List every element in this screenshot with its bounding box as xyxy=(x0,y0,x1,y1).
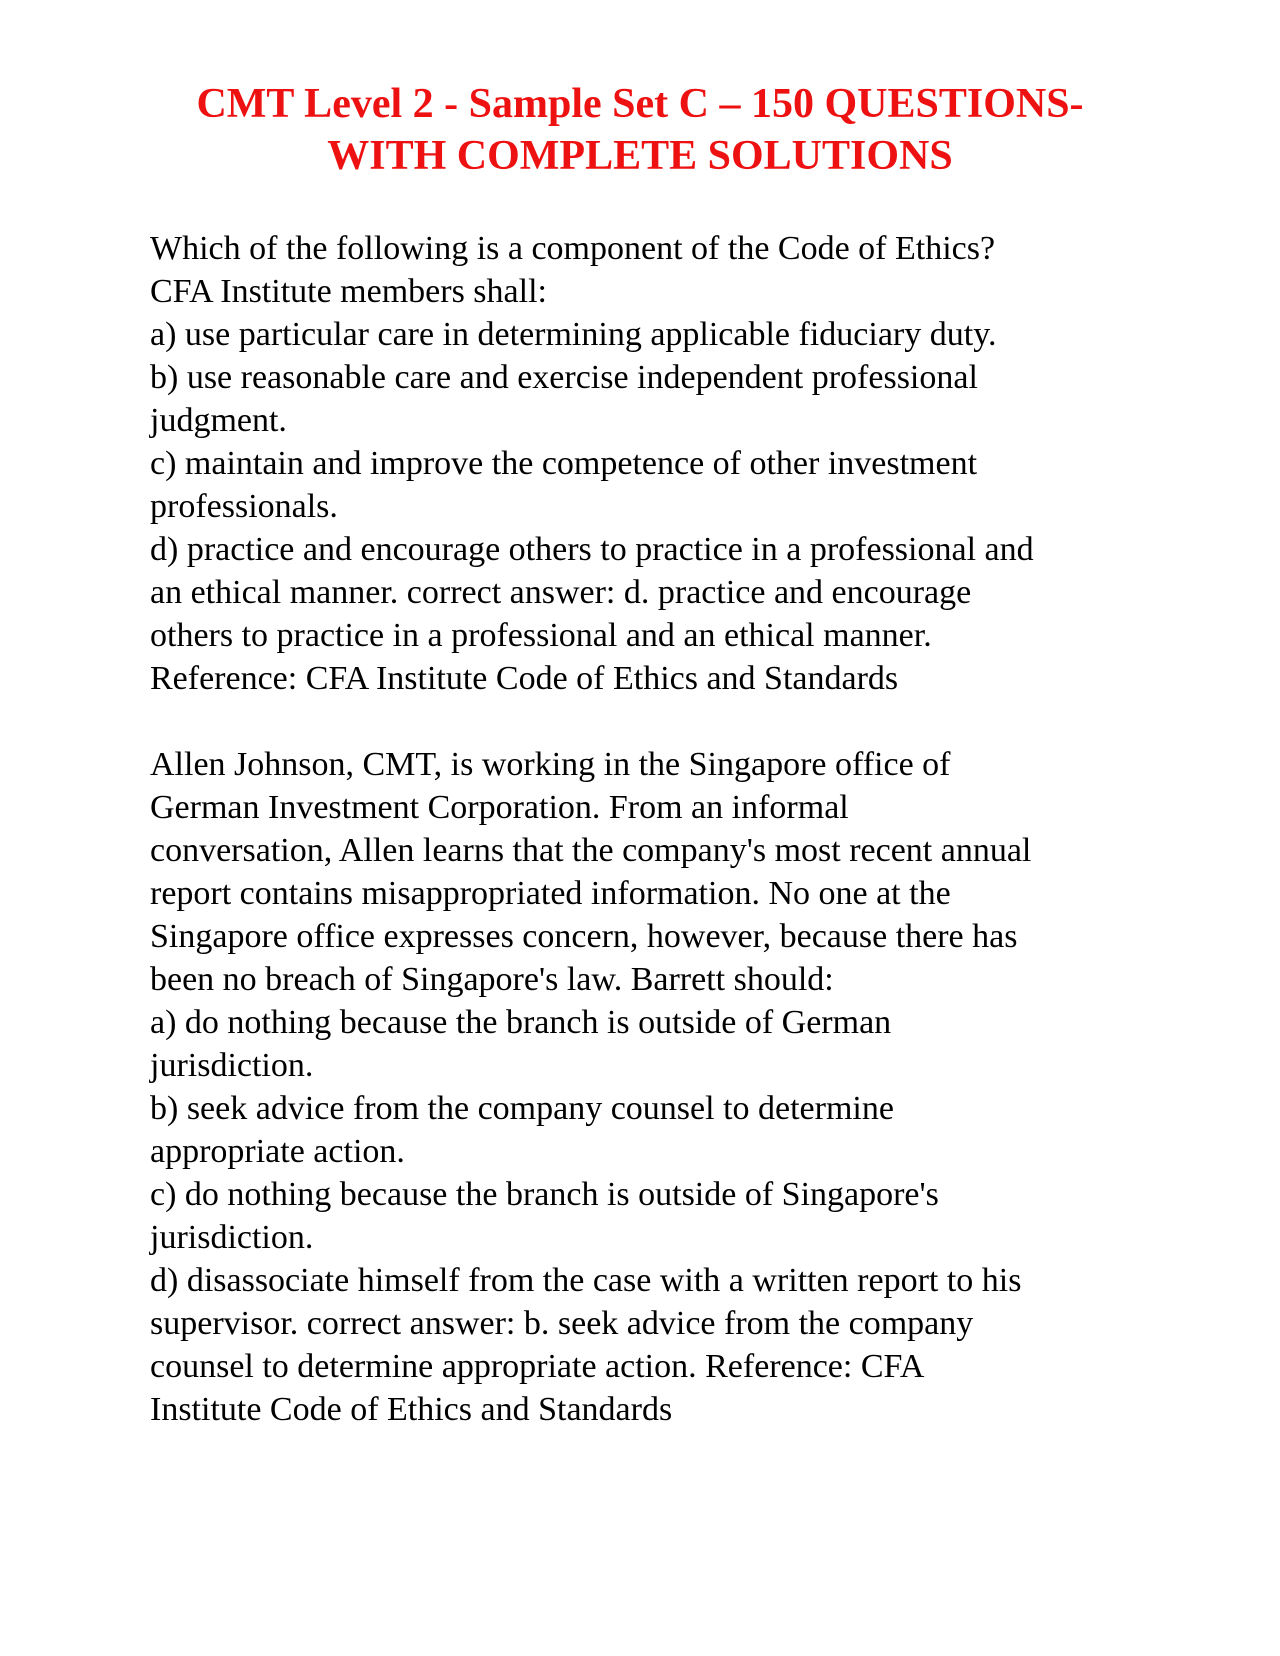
question-2-option-d: d) disassociate himself from the case with a written report to his xyxy=(150,1262,1022,1299)
question-1-line: judgment. xyxy=(150,402,287,439)
question-1-option-b: b) use reasonable care and exercise independent professional xyxy=(150,359,978,396)
question-2-answer: supervisor. correct answer: b. seek advice from the company xyxy=(150,1305,974,1342)
question-1-option-d: d) practice and encourage others to practice in a professional and xyxy=(150,531,1034,568)
question-2-line: report contains misappropriated information. No one at the xyxy=(150,875,951,912)
question-2-option-b: b) seek advice from the company counsel to determine xyxy=(150,1090,894,1127)
question-1-line: CFA Institute members shall: xyxy=(150,273,547,310)
question-1-answer: an ethical manner. correct answer: d. practice and encourage xyxy=(150,574,972,611)
title-line: CMT Level 2 - Sample Set C – 150 QUESTIONS- xyxy=(196,81,1084,127)
question-1 xyxy=(150,227,1150,700)
question-2-line: conversation, Allen learns that the company's most recent annual xyxy=(150,832,1032,869)
question-2-line: Allen Johnson, CMT, is working in the Singapore office of xyxy=(150,746,951,783)
question-2-line: jurisdiction. xyxy=(150,1047,314,1084)
question-2-option-a: a) do nothing because the branch is outside of German xyxy=(150,1004,892,1041)
question-2-line: Institute Code of Ethics and Standards xyxy=(150,1391,673,1428)
question-1-line: professionals. xyxy=(150,488,338,525)
title-line: WITH COMPLETE SOLUTIONS xyxy=(327,133,953,179)
question-1-line: others to practice in a professional and an ethical manner. xyxy=(150,617,932,654)
question-2-line: jurisdiction. xyxy=(150,1219,314,1256)
question-1-line: Which of the following is a component of the Code of Ethics? xyxy=(150,230,996,267)
question-1-reference: Reference: CFA Institute Code of Ethics and Standards xyxy=(150,660,899,697)
question-1-option-a: a) use particular care in determining applicable fiduciary duty. xyxy=(150,316,997,353)
document-title xyxy=(100,78,1180,182)
question-2-reference: counsel to determine appropriate action. Reference: CFA xyxy=(150,1348,925,1385)
question-2-line: been no breach of Singapore's law. Barrett should: xyxy=(150,961,834,998)
question-2 xyxy=(150,743,1150,1431)
question-2-line: appropriate action. xyxy=(150,1133,405,1170)
question-2-line: Singapore office expresses concern, however, because there has xyxy=(150,918,1018,955)
question-1-option-c: c) maintain and improve the competence of other investment xyxy=(150,445,978,482)
question-2-option-c: c) do nothing because the branch is outside of Singapore's xyxy=(150,1176,939,1213)
question-2-line: German Investment Corporation. From an informal xyxy=(150,789,849,826)
